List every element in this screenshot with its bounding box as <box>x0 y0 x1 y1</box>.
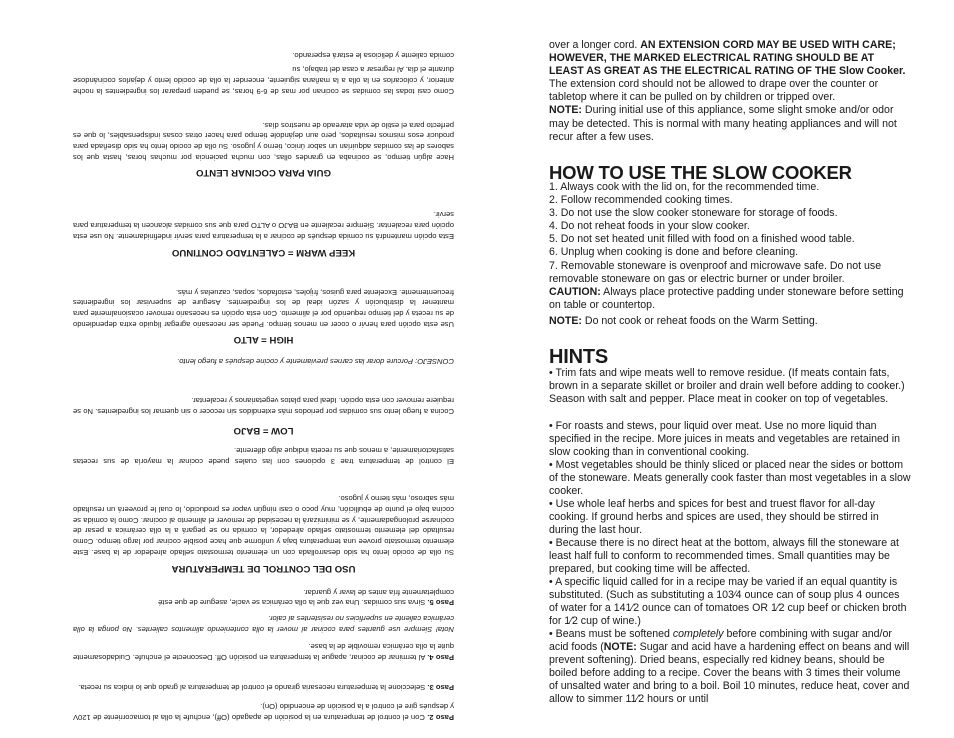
intro-text: over a longer cord. <box>549 39 641 51</box>
paso-2-text: Con el control de temperatura en la posición de apagado (Off), enchufe la olla al tomacorriente de 120V y después gire el control a la posición de encendido (On). <box>73 702 454 722</box>
caution-item <box>549 286 911 312</box>
keep-warm-paragraph: Esta opción mantendrá su comida después de cocinar a la temperatura para servir indefinidamente. No use esta opción para recalentar. Siempre recaliente en BAJO o ALTO para que sus comidas alcancen la temperatura para servir. <box>73 210 454 241</box>
beans-italic: completely <box>672 628 724 640</box>
high-paragraph: Use esta opción para hervir o cocer en menos tiempo. Puede ser necesario agregar líquido extra dependiendo de su receta y del tiempo requerido por el alimento. Con esta opción es necesario remover ocasionalmente para mantener la distribución y sazón ideal de los ingredientes. Asegure de supervisar los ingredientes frecuentemente. Excelente para guisos, frijoles, estofados, sopas, cazuelas y más. <box>73 287 454 329</box>
warm-setting-note <box>549 315 911 328</box>
control-opciones-paragraph: El control de temperatura trae 3 opciones con las cuales puede cocinar la mayoría de sus recetas satisfactoriamente, a menos que su receta indique algo diferente. <box>73 446 454 466</box>
paso-2-label: Paso 2. <box>427 713 454 722</box>
intro-text-continued: The extension cord should not be allowed to drape over the counter or tabletop where it can be pulled on by children or tripped over. <box>549 78 879 104</box>
paso-5-label: Paso 5. <box>427 598 454 607</box>
note2-text: Do not cook or reheat foods on the Warm Setting. <box>581 315 818 327</box>
caution-text: Always place protective padding under stoneware before setting on table or countertop. <box>549 285 904 311</box>
extension-cord-paragraph <box>549 39 911 144</box>
heading-keep-warm: KEEP WARM = CALENTADO CONTINUO <box>171 247 356 258</box>
hint-herbs: • Use whole leaf herbs and spices for best and truest flavor for all-day cooking. If ground herbs and spices are used, they should be stirred in during the last hour. <box>549 498 879 537</box>
low-paragraph: Cocina a fuego lento sus comidas por periodos más extendidos sin recocer o sin quemar los ingredientes. No se requiere remover con esta opción. Ideal para platos vegetarianos y recalentar. <box>73 396 454 416</box>
list-item: 3. Do not use the slow cooker stoneware for storage of foods. <box>549 207 838 220</box>
extension-cord-warning: AN EXTENSION CORD MAY BE USED WITH CARE; HOWEVER, THE MARKED ELECTRICAL RATING SHOULD BE AT LEAST AS GREAT AS THE ELECTRICAL RATING OF THE Slow Cooker. <box>549 39 906 78</box>
paso-3-text: Seleccione la temperatura necesaria girando el control de temperatura al grado que lo indica su receta. <box>78 683 426 692</box>
nota-paragraph: Nota! Siempre use guantes para cocinar al mover la olla conteniendo alimentos calientes. No ponga la olla cerámica caliente en superficies no resistentes al calor. <box>73 614 454 634</box>
right-page <box>477 0 954 738</box>
paso-3-label: Paso 3. <box>427 683 454 692</box>
heading-low-bajo: LOW = BAJO <box>233 425 294 436</box>
paso-3-paragraph <box>73 681 454 692</box>
consejo-paragraph: CONSEJO: Porcure dorar las carnes previamente y cocine después a fuego lento. <box>177 357 454 366</box>
note2-label: NOTE: <box>549 315 582 327</box>
heading-uso-control: USO DEL CONTROL DE TEMPERATURA <box>171 563 356 574</box>
list-item: 4. Do not reheat foods in your slow cooker. <box>549 220 750 233</box>
termostato-paragraph: Su olla de cocido lento ha sido desarrollada con un elemento termostato sellado alrededor de la base. Este elemento termostato provee una temperatura baja y uniforme que hace posible cocinar por largo tiempo. Como resultado del elemento termostato sellado alrededor, la comida no se pegará a la olla cerámica a pesar de cocinarse prolongadamente, y se minimizará la necesidad de remover el alimento al cocinar. Como la comida se cocina bajo el punto de ebullición, muy poco o casi ningún vapor es producido, lo cual le proveerá un resultado más sabroso, más tierno y jugoso. <box>73 494 454 557</box>
guia-paragraph: Hace algún tiempo, se cocinaba en grandes ollas, con mucha paciencia por muchas horas, hasta que los sabores de las comidas adquirían un sabor único, tierno y jugoso. Su olla de cocido lento ha sido diseñada para producir esos mismos resultados, pero aun dejándole tiempo para hacer otras cosas indispensables, lo que es perfecto para el estilo de vida atareado de nuestros días. <box>73 120 454 162</box>
list-item: 7. Removable stoneware is ovenproof and microwave safe. Do not use removable stoneware on gas or electric burner or under broiler. <box>549 259 882 285</box>
hint-roasts: • For roasts and stews, pour liquid over meat. Use no more liquid than specified in the recipe. More juices in meats and vegetables are retained in slow cooking than in conventional cooking. <box>549 420 900 459</box>
heading-high-alto: HIGH = ALTO <box>233 334 294 345</box>
beans-text-a: • Beans must be softened <box>549 628 673 640</box>
comida-caliente-line: comida caliente y deliciosa le estará esperando. <box>292 51 454 60</box>
note-text: During initial use of this appliance, some slight smoke and/or odor may be detected. This is normal with many heating appliances and will not recur after a few uses. <box>549 104 897 143</box>
list-item: 5. Do not set heated unit filled with food on a finished wood table. <box>549 233 855 246</box>
preparacion-paragraph: Como casi todas las comidas se cocinan por mas de 6-9 horas, se pueden preparar los ingredientes la noche anterior, y colocarlos en la olla a la mañana siguiente, encender la olla de cocido lento y dejarlos cocinándose durante el día. Al regresar a casa del trabajo, su <box>73 65 454 96</box>
note-label: NOTE: <box>549 104 582 117</box>
hint-fill-stoneware: • Because there is no direct heat at the bottom, always fill the stoneware at least half full to conform to recommended times. Small quantities may be prepared, but cooking time will be affected. <box>549 537 899 576</box>
heading-guia: GUIA PARA COCINAR LENTO <box>196 167 331 178</box>
beans-note-label: NOTE: <box>603 641 637 654</box>
how-to-steps-list <box>549 181 911 312</box>
heading-hints: HINTS <box>549 346 609 368</box>
heading-how-to-use: HOW TO USE THE SLOW COOKER <box>549 162 852 183</box>
paso-4-label: Paso 4. <box>427 653 454 662</box>
beans-text-c: Sugar and acid have a hardening effect on beans and will prevent softening). Dried beans, especially red kidney beans, should be boiled before adding to a recipe. Cover the beans with 3 times their volume of unsalted water and bring to a boil. Boil 10 minutes, reduce heat, cover and allow to simmer 11⁄2 hours or until <box>549 641 910 706</box>
paso-4-paragraph <box>73 640 454 662</box>
caution-label: CAUTION: <box>549 285 601 298</box>
beans-text-b: before combining with sugar and/or acid foods ( <box>549 628 892 654</box>
hint-vegetables: • Most vegetables should be thinly sliced or placed near the sides or bottom of the stoneware. Meats generally cook faster than most vegetables in a slow cooker. <box>549 459 911 498</box>
list-item: 1. Always cook with the lid on, for the recommended time. <box>549 181 820 193</box>
paso-2-paragraph <box>73 700 454 722</box>
hint-beans <box>549 628 911 707</box>
paso-5-text: Sirva sus comidas. Una vez que la olla cerámica se vacíe, asegure de que esté <box>158 598 426 607</box>
list-item: 6. Unplug when cooking is done and before cleaning. <box>549 246 799 259</box>
hint-liquid-substitute: • A specific liquid called for in a recipe may be varied if an equal quantity is substituted. (Such as substituting a 103⁄4 ounce can of soup plus 4 ounces of water for a 141⁄2 ounce can of tomatoes OR 1⁄2 cup beef or chicken broth for 1⁄2 cup of wine.) <box>549 576 907 628</box>
paso-4-text: Al terminar de cocinar, apague la temperatura en posición Off. Desconecte el enchufe. Cuidadosamente quite la olla cerámica removible de la base. <box>73 642 454 662</box>
paso-5-continued: completamente fría antes de lavar y guardar. <box>303 588 454 597</box>
list-item: 2. Follow recommended cooking times. <box>549 194 733 207</box>
hint-trim-fats: • Trim fats and wipe meats well to remove residue. (If meats contain fats, brown in a separate skillet or broiler and drain well before adding to cooker.) Season with salt and pepper. Place meat in cooker on top of vegetables. <box>549 367 905 406</box>
paso-5-paragraph <box>73 596 454 607</box>
